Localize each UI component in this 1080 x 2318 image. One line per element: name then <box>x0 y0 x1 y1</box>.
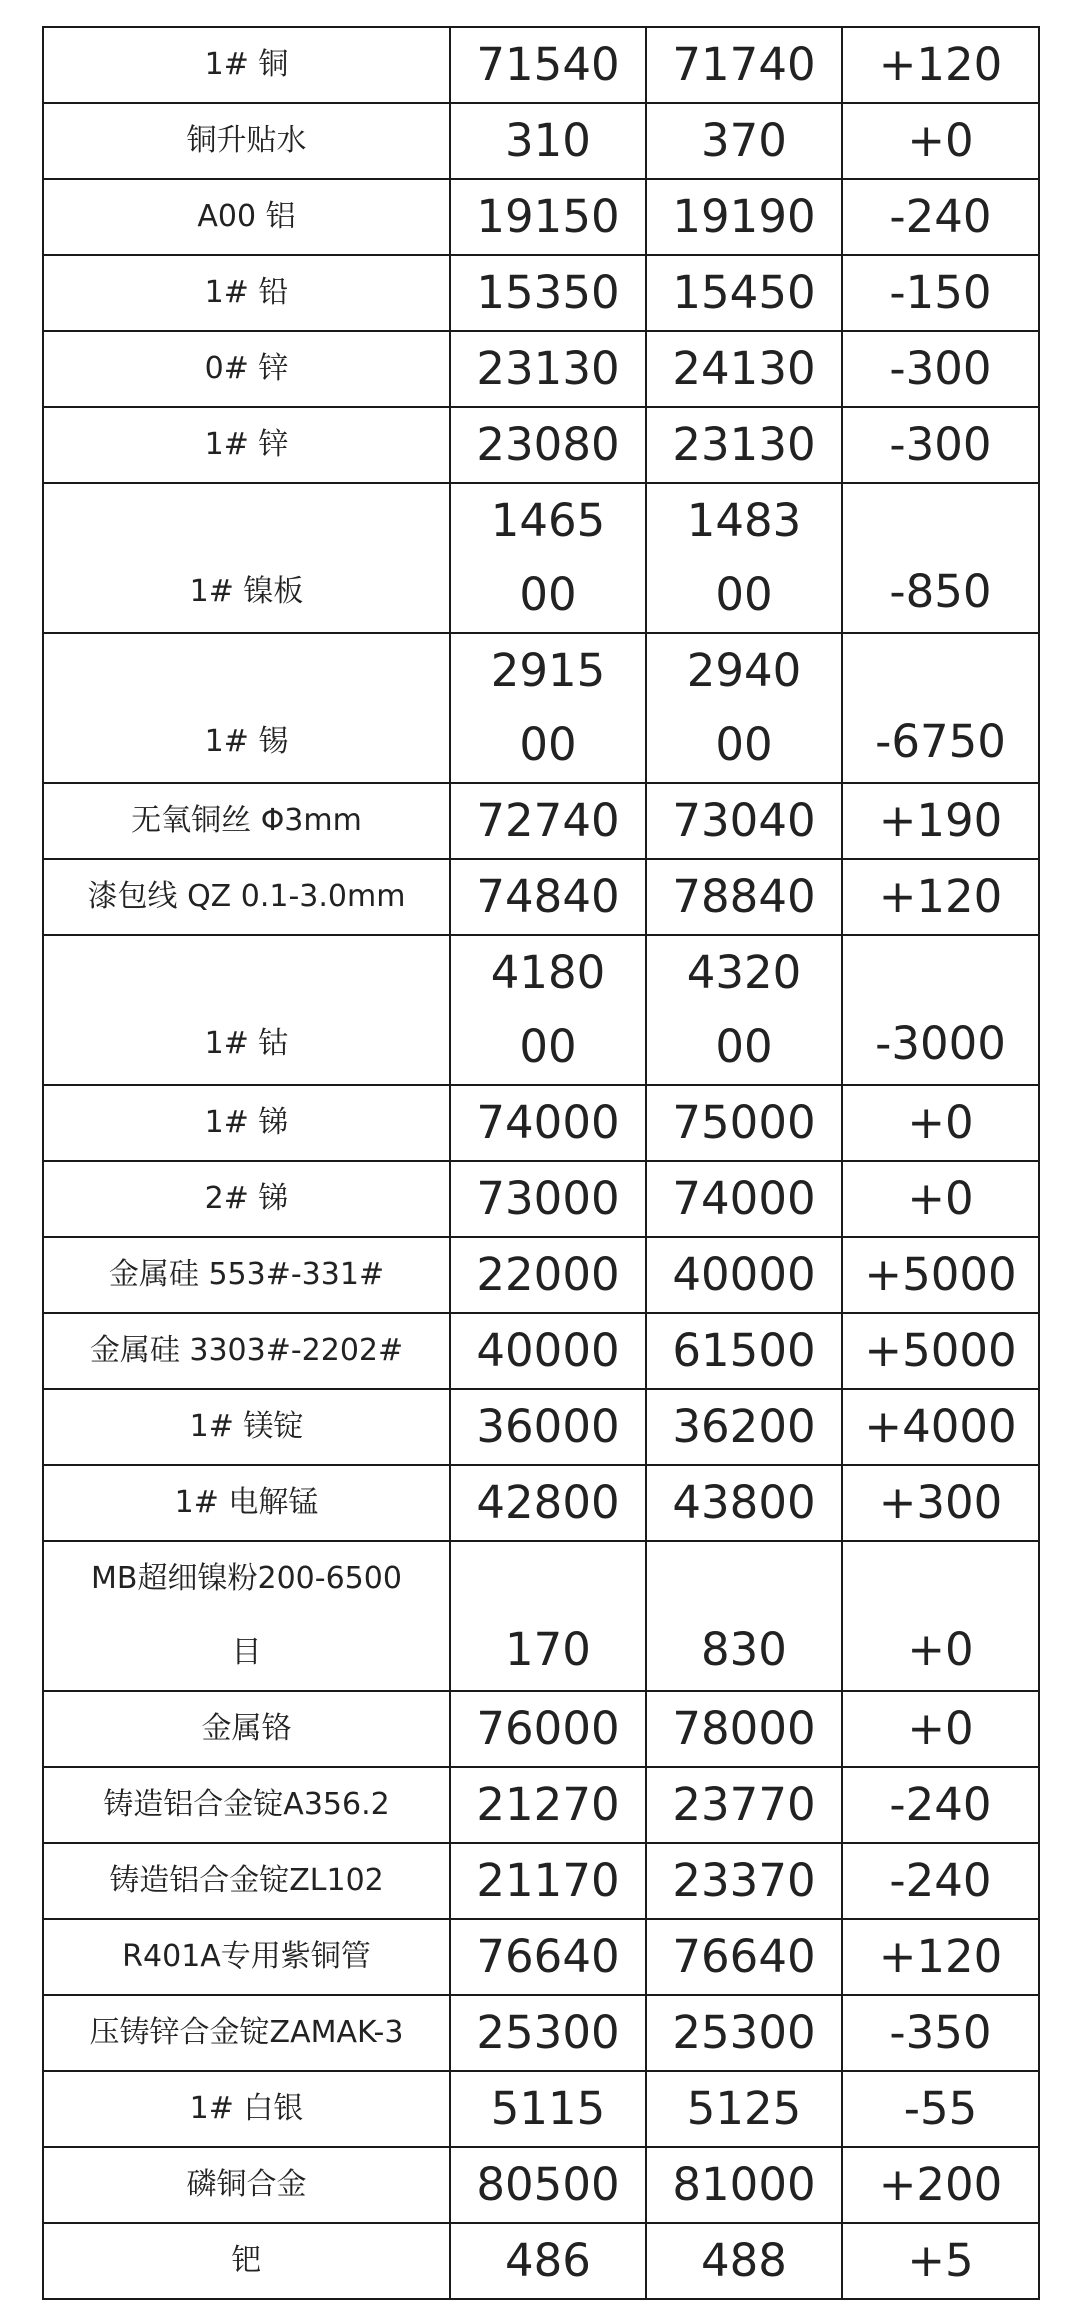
low-price-cell: 25300 <box>450 1995 646 2071</box>
high-price-cell: 73040 <box>646 783 842 859</box>
metal-name-cell: 1# 镁锭 <box>43 1389 450 1465</box>
table-row <box>43 255 1039 331</box>
low-price-cell: 76640 <box>450 1919 646 1995</box>
low-price-cell: 36000 <box>450 1389 646 1465</box>
metal-name-cell: 钯 <box>43 2223 450 2299</box>
metal-name-cell: R401A专用紫铜管 <box>43 1919 450 1995</box>
low-price-cell: 291500 <box>450 633 646 783</box>
low-price-cell: 74000 <box>450 1085 646 1161</box>
table-row <box>43 935 1039 1085</box>
low-price-cell: 73000 <box>450 1161 646 1237</box>
change-cell: -6750 <box>842 633 1039 783</box>
table-row <box>43 1085 1039 1161</box>
high-price-cell: 25300 <box>646 1995 842 2071</box>
table-row <box>43 783 1039 859</box>
metal-name-cell: 铸造铝合金锭A356.2 <box>43 1767 450 1843</box>
metal-name-cell: 压铸锌合金锭ZAMAK-3 <box>43 1995 450 2071</box>
high-price-cell: 19190 <box>646 179 842 255</box>
high-price-cell: 370 <box>646 103 842 179</box>
low-price-cell: 23130 <box>450 331 646 407</box>
high-price-cell: 36200 <box>646 1389 842 1465</box>
metal-name-cell: 0# 锌 <box>43 331 450 407</box>
metal-name-cell: 2# 锑 <box>43 1161 450 1237</box>
high-price-cell: 294000 <box>646 633 842 783</box>
low-price-cell: 15350 <box>450 255 646 331</box>
high-price-cell: 5125 <box>646 2071 842 2147</box>
metal-name-cell: 1# 铅 <box>43 255 450 331</box>
table-row <box>43 1995 1039 2071</box>
change-cell: +300 <box>842 1465 1039 1541</box>
table-row <box>43 1843 1039 1919</box>
high-price-cell: 23370 <box>646 1843 842 1919</box>
change-cell: -300 <box>842 407 1039 483</box>
table-row <box>43 1237 1039 1313</box>
metal-name-cell: 铜升贴水 <box>43 103 450 179</box>
change-cell: +200 <box>842 2147 1039 2223</box>
high-price-cell: 78840 <box>646 859 842 935</box>
high-price-cell: 71740 <box>646 27 842 103</box>
metal-name-cell: 铸造铝合金锭ZL102 <box>43 1843 450 1919</box>
table-row <box>43 2223 1039 2299</box>
change-cell: -240 <box>842 1767 1039 1843</box>
table-row <box>43 331 1039 407</box>
low-price-cell: 80500 <box>450 2147 646 2223</box>
table-row <box>43 27 1039 103</box>
change-cell: +0 <box>842 1691 1039 1767</box>
low-price-cell: 19150 <box>450 179 646 255</box>
change-cell: +5000 <box>842 1237 1039 1313</box>
low-price-cell: 23080 <box>450 407 646 483</box>
change-cell: +5 <box>842 2223 1039 2299</box>
low-price-cell: 40000 <box>450 1313 646 1389</box>
change-cell: -300 <box>842 331 1039 407</box>
metal-name-cell: 金属硅 553#-331# <box>43 1237 450 1313</box>
change-cell: -350 <box>842 1995 1039 2071</box>
table-row <box>43 103 1039 179</box>
high-price-cell: 23770 <box>646 1767 842 1843</box>
metal-name-cell: 1# 钴 <box>43 935 450 1085</box>
metal-name-cell: 1# 锌 <box>43 407 450 483</box>
price-table-body <box>43 27 1039 2299</box>
high-price-cell: 76640 <box>646 1919 842 1995</box>
change-cell: -150 <box>842 255 1039 331</box>
metal-name-cell: 金属硅 3303#-2202# <box>43 1313 450 1389</box>
table-row <box>43 2071 1039 2147</box>
low-price-cell: 42800 <box>450 1465 646 1541</box>
metal-name-cell: A00 铝 <box>43 179 450 255</box>
high-price-cell: 432000 <box>646 935 842 1085</box>
high-price-cell: 24130 <box>646 331 842 407</box>
table-row <box>43 1161 1039 1237</box>
metal-name-cell: MB超细镍粉200-6500目 <box>43 1541 450 1691</box>
table-row <box>43 1389 1039 1465</box>
change-cell: -240 <box>842 179 1039 255</box>
high-price-cell: 61500 <box>646 1313 842 1389</box>
change-cell: +4000 <box>842 1389 1039 1465</box>
high-price-cell: 488 <box>646 2223 842 2299</box>
high-price-cell: 15450 <box>646 255 842 331</box>
low-price-cell: 71540 <box>450 27 646 103</box>
low-price-cell: 486 <box>450 2223 646 2299</box>
table-row <box>43 633 1039 783</box>
table-row <box>43 483 1039 633</box>
low-price-cell: 72740 <box>450 783 646 859</box>
change-cell: +5000 <box>842 1313 1039 1389</box>
high-price-cell: 40000 <box>646 1237 842 1313</box>
table-row <box>43 1919 1039 1995</box>
high-price-cell: 78000 <box>646 1691 842 1767</box>
low-price-cell: 21170 <box>450 1843 646 1919</box>
metal-name-cell: 金属铬 <box>43 1691 450 1767</box>
change-cell: +0 <box>842 1541 1039 1691</box>
metal-name-cell: 1# 白银 <box>43 2071 450 2147</box>
high-price-cell: 74000 <box>646 1161 842 1237</box>
low-price-cell: 74840 <box>450 859 646 935</box>
low-price-cell: 76000 <box>450 1691 646 1767</box>
change-cell: +190 <box>842 783 1039 859</box>
metal-name-cell: 1# 锑 <box>43 1085 450 1161</box>
change-cell: -240 <box>842 1843 1039 1919</box>
change-cell: -3000 <box>842 935 1039 1085</box>
change-cell: -55 <box>842 2071 1039 2147</box>
table-row <box>43 407 1039 483</box>
table-row <box>43 1465 1039 1541</box>
change-cell: +0 <box>842 1085 1039 1161</box>
high-price-cell: 23130 <box>646 407 842 483</box>
high-price-cell: 81000 <box>646 2147 842 2223</box>
metal-name-cell: 1# 铜 <box>43 27 450 103</box>
change-cell: +120 <box>842 859 1039 935</box>
low-price-cell: 170 <box>450 1541 646 1691</box>
table-row <box>43 2147 1039 2223</box>
metal-name-cell: 漆包线 QZ 0.1-3.0mm <box>43 859 450 935</box>
table-row <box>43 1313 1039 1389</box>
metal-name-cell: 磷铜合金 <box>43 2147 450 2223</box>
table-row <box>43 1767 1039 1843</box>
change-cell: +0 <box>842 1161 1039 1237</box>
table-row <box>43 1691 1039 1767</box>
table-row <box>43 179 1039 255</box>
low-price-cell: 310 <box>450 103 646 179</box>
high-price-cell: 148300 <box>646 483 842 633</box>
high-price-cell: 830 <box>646 1541 842 1691</box>
low-price-cell: 146500 <box>450 483 646 633</box>
price-table <box>42 26 1040 2300</box>
change-cell: +0 <box>842 103 1039 179</box>
low-price-cell: 22000 <box>450 1237 646 1313</box>
table-row <box>43 1541 1039 1691</box>
metal-name-cell: 1# 镍板 <box>43 483 450 633</box>
low-price-cell: 5115 <box>450 2071 646 2147</box>
high-price-cell: 43800 <box>646 1465 842 1541</box>
low-price-cell: 418000 <box>450 935 646 1085</box>
table-row <box>43 859 1039 935</box>
high-price-cell: 75000 <box>646 1085 842 1161</box>
metal-name-cell: 1# 电解锰 <box>43 1465 450 1541</box>
change-cell: +120 <box>842 1919 1039 1995</box>
metal-name-cell: 1# 锡 <box>43 633 450 783</box>
change-cell: -850 <box>842 483 1039 633</box>
low-price-cell: 21270 <box>450 1767 646 1843</box>
metal-name-cell: 无氧铜丝 Φ3mm <box>43 783 450 859</box>
change-cell: +120 <box>842 27 1039 103</box>
